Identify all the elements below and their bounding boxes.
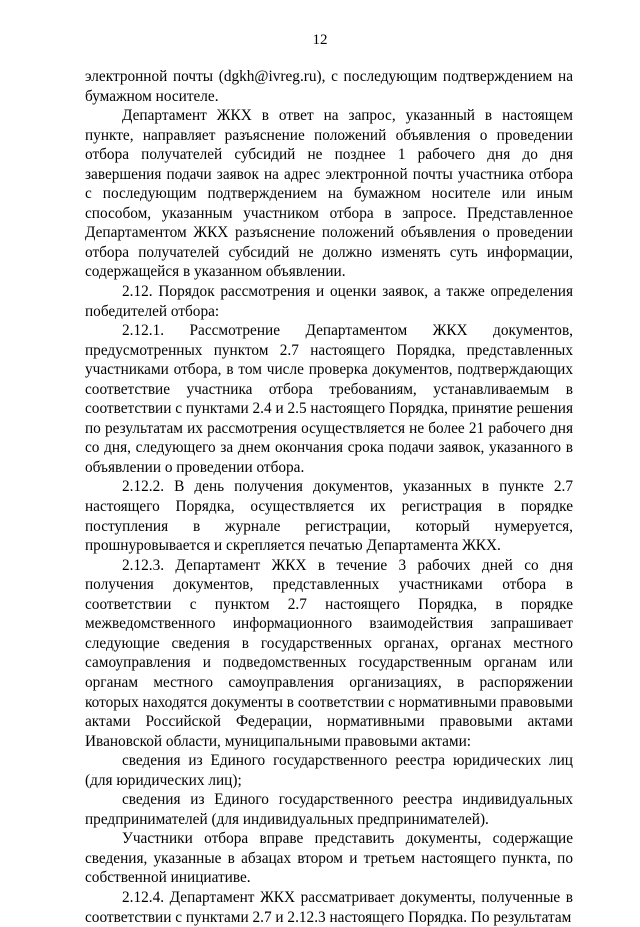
paragraph: 2.12.4. Департамент ЖКХ рассматривает документы, полученные в соответствии с пунктами 2.7 и 2.12.3 настоящего Порядка. По результатам bbox=[85, 888, 573, 926]
paragraph: электронной почты (dgkh@ivreg.ru), с последующим подтверждением на бумажном носителе. bbox=[85, 68, 573, 105]
paragraph: сведения из Единого государственного реестра индивидуальных предпринимателей (для индивидуальных предпринимателей). bbox=[85, 791, 573, 828]
paragraph: Департамент ЖКХ в ответ на запрос, указанный в настоящем пункте, направляет разъяснение положений объявления о проведении отбора получателей субсидий не позднее 1 рабочего дня до дня завершения подачи заявок на адрес электронной почты участника отбора с последующим подтверждением на бумажном носителе или иным способом, указанным участником отбора в запросе. Представленное Департаментом ЖКХ разъяснение положений объявления о проведении отбора получателей субсидий не должно изменять суть информации, содержащейся в указанном объявлении. bbox=[85, 107, 573, 281]
body-text bbox=[85, 67, 573, 927]
page-number: 12 bbox=[312, 32, 328, 48]
paragraph: 2.12. Порядок рассмотрения и оценки заявок, а также определения победителей отбора: bbox=[85, 283, 573, 320]
paragraph: Участники отбора вправе представить документы, содержащие сведения, указанные в абзацах втором и третьем настоящего пункта, по собственной инициативе. bbox=[85, 830, 573, 887]
paragraph: сведения из Единого государственного реестра юридических лиц (для юридических лиц); bbox=[85, 752, 573, 789]
paragraph: 2.12.2. В день получения документов, указанных в пункте 2.7 настоящего Порядка, осуществляется их регистрация в порядке поступления в журнале регистрации, который нумеруется, прошнуровывается и скрепляется печатью Департамента ЖКХ. bbox=[85, 478, 573, 555]
paragraph: 2.12.3. Департамент ЖКХ в течение 3 рабочих дней со дня получения документов, представленных участниками отбора в соответствии с пунктом 2.7 настоящего Порядка, в порядке межведомственного информационного взаимодействия запрашивает следующие сведения в государственных органах, органах местного самоуправления и подведомственных государственным органам или органам местного самоуправления организациях, в распоряжении которых находятся документы в соответствии с нормативными правовыми актами Российской Федерации, нормативными правовыми актами Ивановской области, муниципальными правовыми актами: bbox=[85, 556, 573, 750]
paragraph: 2.12.1. Рассмотрение Департаментом ЖКХ документов, предусмотренных пунктом 2.7 настоящего Порядка, представленных участниками отбора, в том числе проверка документов, подтверждающих соответствие участника отбора требованиям, устанавливаемым в соответствии с пунктами 2.4 и 2.5 настоящего Порядка, принятие решения по результатам их рассмотрения осуществляется не более 21 рабочего дня со дня, следующего за днем окончания срока подачи заявок, указанного в объявлении о проведении отбора. bbox=[85, 322, 573, 476]
